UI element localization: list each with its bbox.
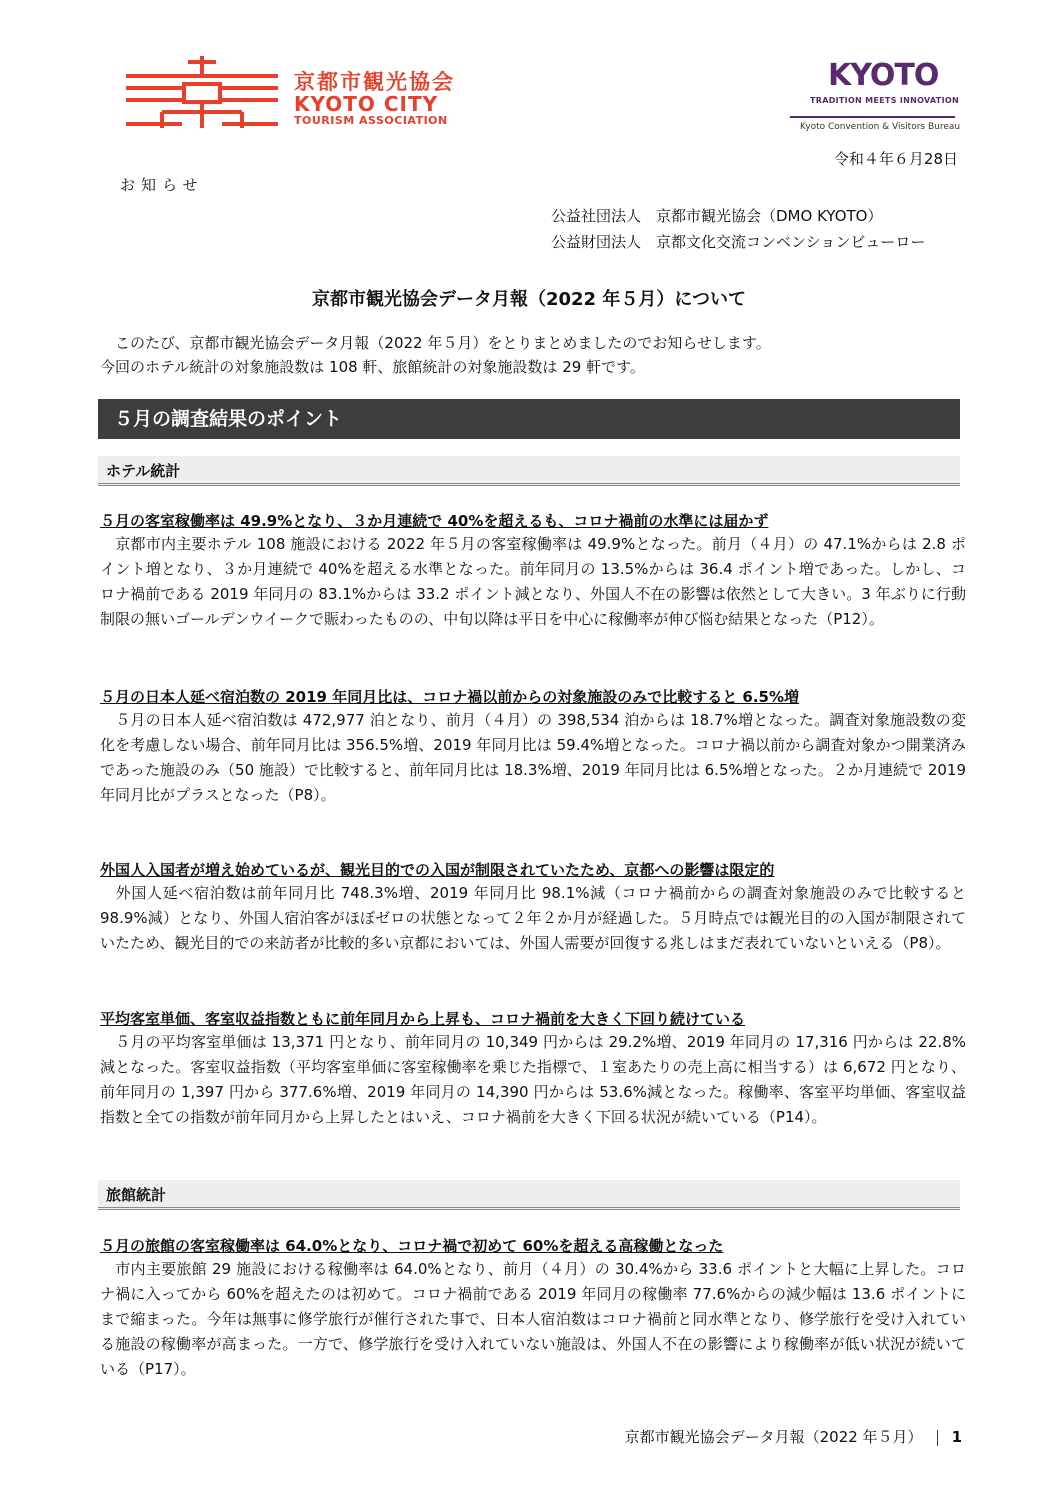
- point-heading: ５月の客室稼働率は 49.9%となり、３か月連続で 40%を超えるも、コロナ禍前の水準には届かず: [100, 512, 769, 530]
- point-heading: ５月の日本人延べ宿泊数の 2019 年同月比は、コロナ禍以前からの対象施設のみで比較すると 6.5%増: [100, 688, 800, 706]
- hotel-section-heading: ホテル統計: [98, 456, 960, 486]
- logo-text-jp: 京都市観光協会: [294, 70, 455, 94]
- document-title: 京都市観光協会データ月報（2022 年５月）について: [311, 289, 746, 310]
- kyoto-bureau-name: Kyoto Convention & Visitors Bureau: [800, 122, 961, 132]
- logo-divider: [790, 116, 955, 118]
- point-body: 京都市内主要ホテル 108 施設における 2022 年５月の客室稼働率は 49.9%となった。前月（４月）の 47.1%からは 2.8 ポイント増となり、３か月連続で 40%を超える水準となった。前年同月の 13.5%からは 36.4 ポイント増であった。しかし、コロナ禍前である 2019 年同月の 83.1%からは 33.2 ポイント減となり、外国人不在の影響は依然として大きい。3 年ぶりに行動制限の無いゴールデンウイークで賑わったものの、中旬以降は平日を中心に稼働率が伸び悩む結果となった（P12）。: [100, 535, 966, 628]
- point-block: [100, 1008, 966, 1130]
- kyoto-city-tourism-logo: [122, 54, 482, 130]
- point-body: ５月の日本人延べ宿泊数は 472,977 泊となり、前月（４月）の 398,534 泊からは 18.7%増となった。調査対象施設数の変化を考慮しない場合、前年同月比は 356.5%増、2019 年同月比は 59.4%増となった。コロナ禍以前から調査対象かつ開業済みであった施設のみ（50 施設）で比較すると、前年同月比は 18.3%増、2019 年同月比は 6.5%増となった。２か月連続で 2019 年同月比がプラスとなった（P8）。: [100, 711, 966, 804]
- point-heading: 平均客室単価、客室収益指数ともに前年同月から上昇も、コロナ禍前を大きく下回り続けている: [100, 1010, 746, 1028]
- intro-line-1: このたび、京都市観光協会データ月報（2022 年５月）をとりまとめましたのでお知らせします。: [100, 334, 771, 352]
- point-body: 外国人延べ宿泊数は前年同月比 748.3%増、2019 年同月比 98.1%減（コロナ禍前からの調査対象施設のみで比較すると 98.9%減）となり、外国人宿泊客がほぼゼロの状態となって２年２か月が経過した。５月時点では観光目的の入国が制限されていたため、観光目的での来訪者が比較的多い京都においては、外国人需要が回復する兆しはまだ表れていないといえる（P8）。: [100, 884, 966, 952]
- logo-text-en2: TOURISM ASSOCIATION: [294, 114, 448, 127]
- page-footer: [625, 1426, 962, 1447]
- document-date: 令和４年６月28日: [833, 150, 958, 168]
- issuer-org-1: 公益社団法人 京都市観光協会（DMO KYOTO）: [551, 207, 883, 225]
- intro-line-2: 今回のホテル統計の対象施設数は 108 軒、旅館統計の対象施設数は 29 軒です。: [100, 358, 645, 376]
- kyoto-wordmark: KYOTO: [828, 58, 939, 93]
- ryokan-section-heading: 旅館統計: [98, 1180, 960, 1210]
- point-heading: 外国人入国者が増え始めているが、観光目的での入国が制限されていたため、京都への影響は限定的: [100, 861, 775, 879]
- point-block: [100, 686, 966, 808]
- section-title: ５月の調査結果のポイント: [98, 399, 960, 439]
- kyoto-tagline: TRADITION MEETS INNOVATION: [810, 96, 959, 105]
- issuer-org-2: 公益財団法人 京都文化交流コンベンションビューロー: [551, 233, 926, 251]
- point-block: [100, 510, 966, 632]
- point-body: ５月の平均客室単価は 13,371 円となり、前年同月の 10,349 円からは 29.2%増、2019 年同月の 17,316 円からは 22.8%減となった。客室収益指数（平均客室単価に客室稼働率を乗じた指標で、１室あたりの売上高に相当する）は 6,672 円となり、前年同月の 1,397 円から 377.6%増、2019 年同月の 14,390 円からは 53.6%減となった。稼働率、客室平均単価、客室収益指数と全ての指数が前年同月から上昇したとはいえ、コロナ禍前を大きく下回る状況が続いている（P14）。: [100, 1033, 966, 1126]
- notice-label: お知らせ: [120, 176, 204, 194]
- logo-text-en: KYOTO CITY: [294, 92, 439, 116]
- point-body: 市内主要旅館 29 施設における稼働率は 64.0%となり、前月（４月）の 30.4%から 33.6 ポイントと大幅に上昇した。コロナ禍に入ってから 60%を超えたのは初めて。コロナ禍前である 2019 年同月の稼働率 77.6%からの減少幅は 13.6 ポイントにまで縮まった。今年は無事に修学旅行が催行された事で、日本人宿泊数はコロナ禍前と同水準となり、修学旅行を受け入れている施設の稼働率が高まった。一方で、修学旅行を受け入れていない施設は、外国人不在の影響により稼働率が低い状況が続いている（P17）。: [100, 1260, 966, 1378]
- footer-separator: [937, 1430, 938, 1446]
- point-heading: ５月の旅館の客室稼働率は 64.0%となり、コロナ禍で初めて 60%を超える高稼働となった: [100, 1237, 724, 1255]
- kyoto-cvb-logo: [790, 58, 961, 134]
- intro-text: [100, 331, 960, 379]
- point-block: [100, 859, 966, 956]
- page-number: 1: [951, 1428, 962, 1446]
- point-block: [100, 1235, 966, 1382]
- kyoto-emblem-icon: [122, 54, 282, 130]
- footer-label: 京都市観光協会データ月報（2022 年５月）: [624, 1428, 923, 1446]
